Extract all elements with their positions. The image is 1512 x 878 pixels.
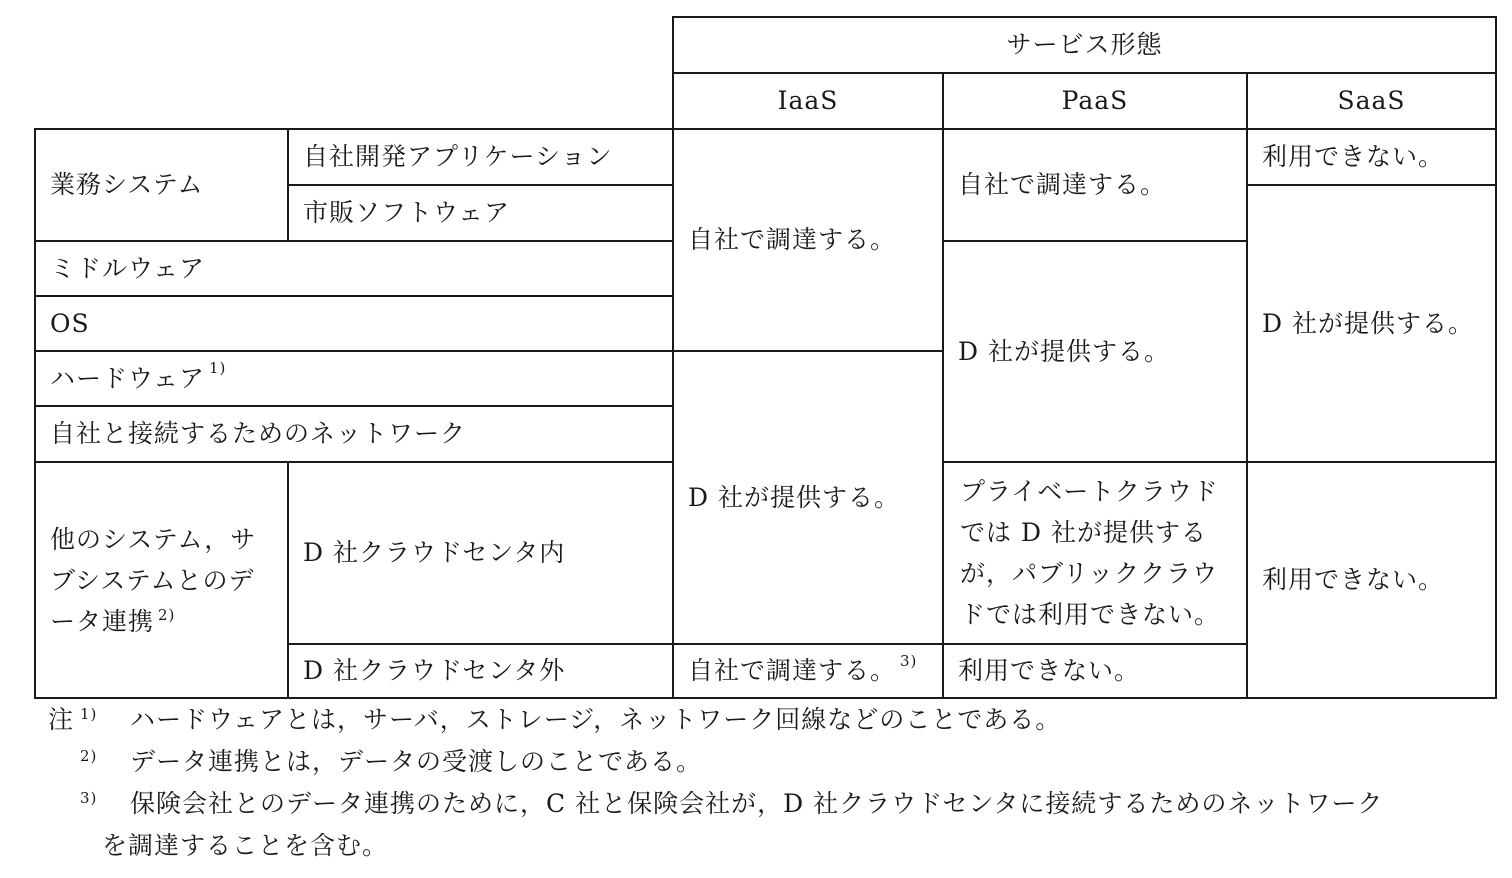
footnote-1-number: 1) bbox=[80, 705, 98, 723]
row-middleware-text: ミドルウェア bbox=[50, 253, 206, 283]
row-os-text: OS bbox=[50, 308, 90, 338]
row-middleware bbox=[34, 240, 674, 297]
iaas-procure-self-outside-text: 自社で調達する。 bbox=[688, 656, 897, 686]
row-business-system bbox=[34, 128, 289, 242]
footnote-label: 注 bbox=[48, 705, 75, 734]
paas-private-cloud-line-3: が，パブリッククラウ bbox=[960, 559, 1219, 588]
row-commercial-software-text: 市販ソフトウェア bbox=[303, 198, 511, 228]
row-in-house-app bbox=[287, 128, 674, 186]
paas-procure-self-text: 自社で調達する。 bbox=[958, 170, 1167, 200]
paas-procure-self bbox=[942, 128, 1248, 242]
row-data-link-line-3: ータ連携 $^{2)}$ bbox=[50, 606, 176, 636]
row-hardware-note-ref: 1) bbox=[209, 359, 227, 378]
saas-unavailable-bottom bbox=[1246, 461, 1497, 699]
paas-unavailable-outside bbox=[942, 643, 1248, 699]
row-business-system-text: 業務システム bbox=[50, 170, 204, 200]
iaas-procure-self-outside bbox=[672, 643, 944, 699]
iaas-procure-self-text: 自社で調達する。 bbox=[688, 225, 897, 255]
row-outside-center bbox=[287, 643, 674, 699]
iaas-provided-by-d-text: D 社が提供する。 bbox=[688, 482, 900, 512]
footnote-2-text: データ連携とは，データの受渡しのことである。 bbox=[130, 747, 703, 776]
paas-private-cloud bbox=[942, 461, 1248, 645]
saas-unavailable-top-text: 利用できない。 bbox=[1262, 142, 1445, 172]
footnote-3-continued-text: を調達することを含む。 bbox=[102, 831, 389, 860]
header-iaas-text: IaaS bbox=[777, 86, 839, 116]
row-network-text: 自社と接続するためのネットワーク bbox=[50, 419, 467, 449]
header-service-form bbox=[672, 16, 1497, 74]
paas-provided-by-d-text: D 社が提供する。 bbox=[958, 336, 1170, 366]
row-data-link-line-1: 他のシステム，サ bbox=[50, 525, 257, 554]
paas-private-cloud-line-2: では D 社が提供する bbox=[960, 518, 1207, 547]
iaas-outside-note-ref: 3) bbox=[900, 651, 918, 670]
paas-unavailable-outside-text: 利用できない。 bbox=[958, 656, 1141, 686]
footnote-3-text: 保険会社とのデータ連携のために，C 社と保険会社が，D 社クラウドセンタに接続するためのネットワーク bbox=[130, 789, 1384, 818]
row-commercial-software bbox=[287, 184, 674, 242]
row-outside-center-text: D 社クラウドセンタ外 bbox=[303, 656, 566, 686]
iaas-provided-by-d bbox=[672, 350, 944, 645]
header-paas bbox=[942, 72, 1248, 130]
saas-provided-by-d-text: D 社が提供する。 bbox=[1262, 308, 1474, 338]
footnote-2-number: 2) bbox=[80, 747, 98, 765]
header-iaas bbox=[672, 72, 944, 130]
saas-provided-by-d bbox=[1246, 184, 1497, 463]
row-in-house-app-text: 自社開発アプリケーション bbox=[303, 142, 613, 172]
row-inside-center bbox=[287, 461, 674, 645]
paas-provided-by-d bbox=[942, 240, 1248, 463]
row-data-link-line-2: ブシステムとのデ bbox=[50, 566, 255, 595]
row-network bbox=[34, 405, 674, 463]
saas-unavailable-bottom-text: 利用できない。 bbox=[1262, 565, 1445, 595]
row-hardware bbox=[34, 350, 674, 407]
row-os bbox=[34, 295, 674, 352]
row-data-link bbox=[34, 461, 289, 699]
paas-private-cloud-line-1: プライベートクラウド bbox=[960, 477, 1219, 506]
footnote-1-text: ハードウェアとは，サーバ，ストレージ，ネットワーク回線などのことである。 bbox=[130, 705, 1062, 734]
row-inside-center-text: D 社クラウドセンタ内 bbox=[303, 538, 566, 568]
footnote-3-number: 3) bbox=[80, 789, 98, 807]
header-paas-text: PaaS bbox=[1061, 86, 1129, 116]
header-service-form-text: サービス形態 bbox=[1006, 30, 1163, 60]
row-data-link-note-ref: 2) bbox=[158, 606, 176, 624]
paas-private-cloud-line-4: ドでは利用できない。 bbox=[960, 600, 1221, 629]
header-saas-text: SaaS bbox=[1337, 86, 1406, 116]
saas-unavailable-top bbox=[1246, 128, 1497, 186]
row-hardware-text: ハードウェア bbox=[50, 363, 206, 393]
iaas-procure-self bbox=[672, 128, 944, 352]
header-saas bbox=[1246, 72, 1497, 130]
